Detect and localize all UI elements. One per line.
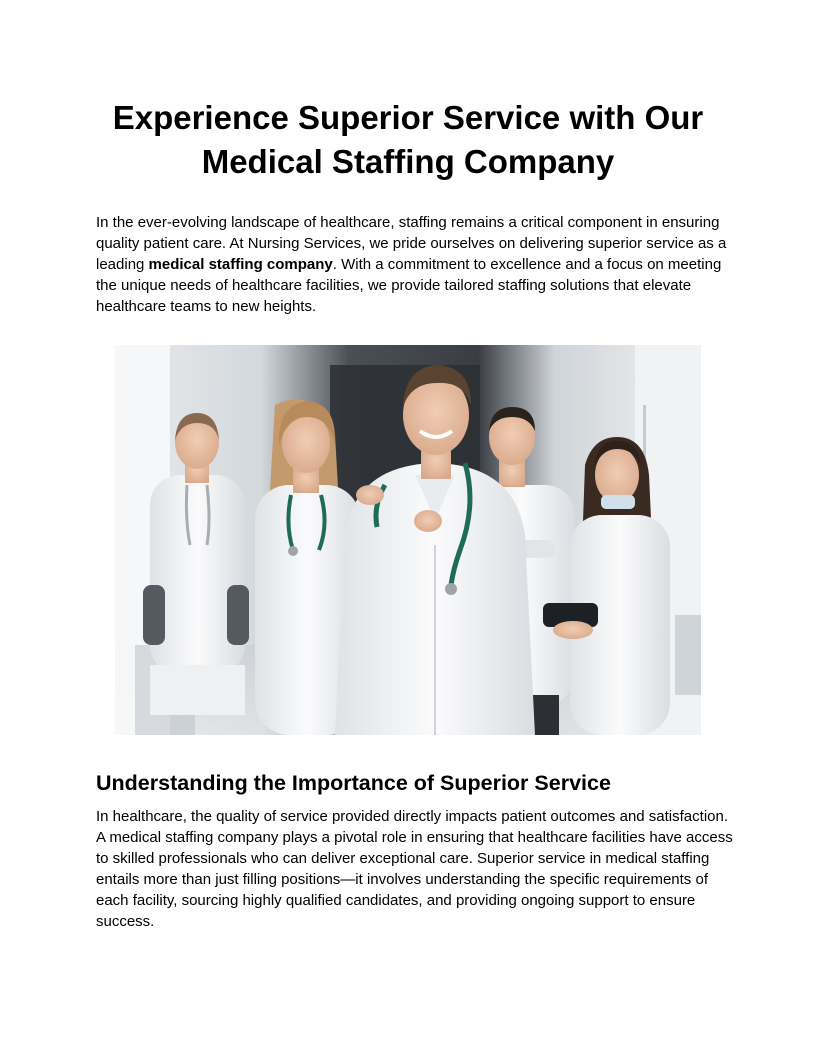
intro-text-end: . With a commitment to excellence and a focus on meeting the unique needs of healthcare facilities, we provide tailored staffing solutions that elevate healthcare teams to new heights. bbox=[96, 256, 722, 315]
intro-link-text: medical staffing company bbox=[148, 256, 333, 273]
medical-team-photo bbox=[115, 345, 701, 735]
section-heading: Understanding the Importance of Superior Service bbox=[96, 771, 611, 795]
page-title: Experience Superior Service with Our Medical Staffing Company bbox=[112, 99, 704, 180]
intro-paragraph bbox=[96, 212, 736, 317]
intro-text-start: In the ever-evolving landscape of healthcare, staffing remains a critical component in ensuring quality patient care. At Nursing Services, we pride ourselves on delivering superior service as a leading bbox=[96, 214, 727, 273]
section-paragraph: In healthcare, the quality of service provided directly impacts patient outcomes and satisfaction. A medical staffing company plays a pivotal role in ensuring that healthcare facilities have access to skilled professionals who can deliver exceptional care. Superior service in medical staffing entails more than just filling positions—it involves understanding the specific requirements of each facility, sourcing highly qualified candidates, and providing ongoing support to ensure success. bbox=[96, 808, 733, 930]
